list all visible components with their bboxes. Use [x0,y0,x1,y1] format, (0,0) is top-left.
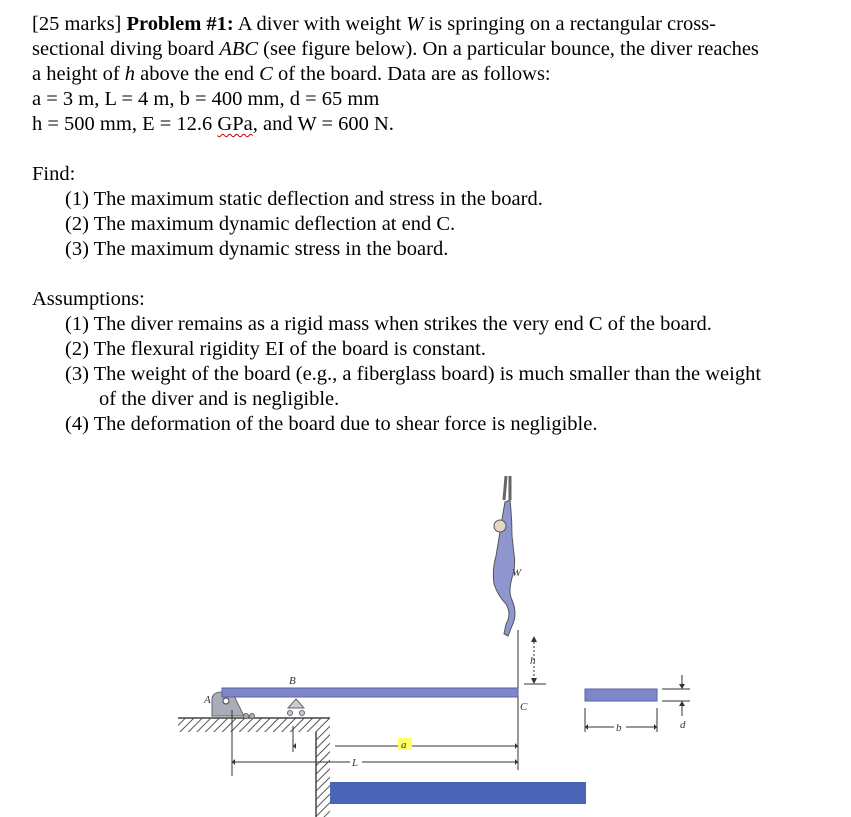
find-item: (3) The maximum dynamic stress in the board. [65,238,449,260]
problem-text [32,12,832,437]
text: is springing on a rectangular cross- [423,13,716,35]
arrow-icon [679,701,685,706]
data-line-1: a = 3 m, L = 4 m, b = 400 mm, d = 65 mm [32,88,380,110]
ground-hatch [178,718,330,732]
label-h: h [530,655,536,667]
problem-line-3 [32,62,832,87]
diver-figure [493,476,515,636]
roller-icon [244,714,249,719]
diving-board-figure [0,470,851,817]
label-L: L [352,757,359,769]
spacer [32,137,832,162]
roller-icon [288,711,293,716]
text: A diver with weight [233,13,407,35]
roller-support [288,699,304,708]
assumption-item-continued: of the diver and is negligible. [99,388,340,410]
var-h: h [124,63,136,85]
figure-svg [0,470,851,817]
assumption-item: (3) The weight of the board (e.g., a fiberglass board) is much smaller than the weight [65,363,762,385]
label-b: b [616,722,622,734]
arrow-icon [679,684,685,689]
pool [330,782,586,804]
text: sectional diving board [32,38,220,60]
label-A: A [204,694,211,706]
label-d: d [680,719,686,731]
problem-line-1 [32,12,832,37]
text: (see figure below). On a particular bounce, the diver reaches [258,38,759,60]
label-W: W [512,567,522,579]
assumption-item: (2) The flexural rigidity EI of the board is constant. [65,338,486,360]
diving-board [222,688,518,697]
unit-gpa: GPa [217,113,253,135]
data-line-2 [32,112,832,137]
wall-hatch [316,732,330,817]
label-a: a [401,739,407,751]
label-B: B [289,675,296,687]
text: , and W = 600 N. [252,113,394,135]
cross-section [585,689,657,701]
roller-icon [250,714,255,719]
find-title: Find: [32,163,76,185]
assumption-item: (1) The diver remains as a rigid mass when strikes the very end C of the board. [65,313,712,335]
find-item: (2) The maximum dynamic deflection at end C. [65,213,456,235]
arrow-icon [531,636,537,642]
label-C: C [520,701,528,713]
problem-heading: Problem #1: [126,13,234,35]
text: h = 500 mm, E = 12.6 [32,113,218,135]
pin-icon [223,698,229,704]
arrow-icon [531,678,537,684]
text: a height of [32,63,125,85]
spacer [32,262,832,287]
var-W: W [406,13,424,35]
var-ABC: ABC [219,38,259,60]
text: of the board. Data are as follows: [272,63,551,85]
find-item: (1) The maximum static deflection and stress in the board. [65,188,543,210]
assumption-item: (4) The deformation of the board due to shear force is negligible. [65,413,598,435]
text: above the end [135,63,260,85]
assumptions-title: Assumptions: [32,288,145,310]
var-C: C [259,63,273,85]
roller-icon [300,711,305,716]
marks: [25 marks] [32,13,122,35]
problem-line-2 [32,37,832,62]
